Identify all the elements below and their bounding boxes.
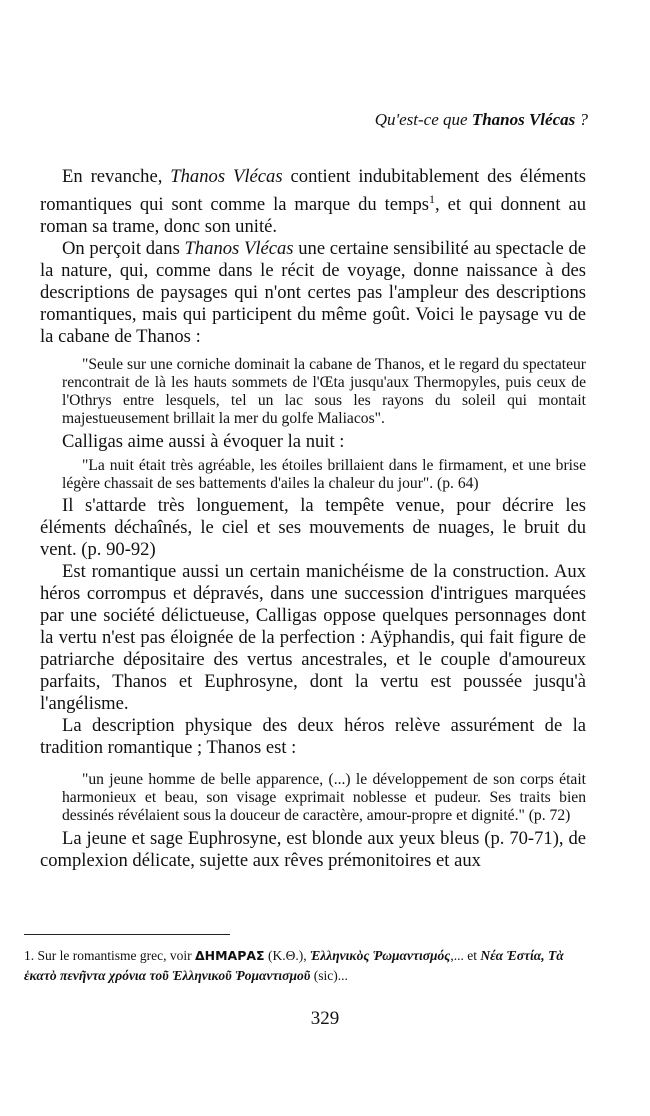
header-prefix: Qu'est-ce que xyxy=(374,110,472,129)
page-number: 329 xyxy=(310,1008,340,1029)
book-title: Thanos Vlécas xyxy=(184,238,294,260)
paragraph: La jeune et sage Euphrosyne, est blonde aux yeux bleus (p. 70-71), de complexion délicate, sujette aux rêves prémonitoires et aux xyxy=(40,828,586,872)
paragraph: La description physique des deux héros relève assurément de la tradition romantique ; Thanos est : xyxy=(40,715,586,759)
block-quote: "Seule sur une corniche dominait la cabane de Thanos, et le regard du spectateur rencontrait de là les hauts sommets de l'Œta jusqu'aux Thermopyles, puis ceux de l'Othrys entre lesquels, tel un lac sous les rayons du soleil qui montait majestueusement brillait la mer du golfe Maliacos". xyxy=(62,356,586,428)
running-header xyxy=(375,110,588,130)
paragraph: Est romantique aussi un certain manichéisme de la construction. Aux héros corrompus et dépravés, dans une succession d'intrigues marquées par une société délictueuse, Calligas oppose quelques personnages dont la vertu n'est pas éloignée de la perfection : Aÿphandis, qui fait figure de patriarche dépositaire des vertus ancestrales, et le couple d'amoureux parfaits, Thanos et Euphrosyne, dont la vertu est poussée jusqu'à l'angélisme. xyxy=(40,561,586,715)
text: , et qui donnent au roman sa trame, donc son unité. xyxy=(40,194,586,238)
paragraph xyxy=(40,238,586,348)
text: contient indubitablement des éléments romantiques qui sont comme la marque du temps xyxy=(40,166,586,216)
header-suffix: ? xyxy=(575,110,588,129)
paragraph xyxy=(40,166,586,238)
footnote-ref: 1 xyxy=(429,192,436,206)
footnote xyxy=(24,946,584,986)
work-title: Ἑλληνικὸς Ῥωμαντισμός xyxy=(309,948,451,963)
paragraph: Calligas aime aussi à évoquer la nuit : xyxy=(62,431,345,453)
block-quote: "La nuit était très agréable, les étoiles brillaient dans le firmament, et une brise légère chassait de ses battements d'ailes la chaleur du jour". (p. 64) xyxy=(62,457,586,493)
author: ΔΗΜΑΡΑΣ xyxy=(194,948,265,963)
body-text xyxy=(40,166,586,872)
book-title: Thanos Vlécas xyxy=(170,166,283,187)
text: une certaine sensibilité au spectacle de la nature, qui, comme dans le récit de voyage, donne naissance à des descriptions de paysages qui n'ont certes pas l'ampleur des descriptions romantiques, mais qui participent du même goût. Voici le paysage vu de la cabane de Thanos : xyxy=(40,238,586,348)
paragraph: Il s'attarde très longuement, la tempête venue, pour décrire les éléments déchaînés, le ciel et ses mouvements de nuages, le bruit du vent. (p. 90-92) xyxy=(40,495,586,561)
text: On perçoit dans xyxy=(62,238,185,260)
footnote-divider xyxy=(24,934,230,935)
work-title: Νέα Ἑστία, Τὰ ἑκατὸ πενῆντα χρόνια τοῦ Ἑλληνικοῦ Ῥομαντισμοῦ xyxy=(24,948,564,983)
text: ,... et xyxy=(450,948,481,963)
text: En revanche, xyxy=(62,166,171,187)
text: (sic)... xyxy=(310,968,348,983)
text: (Κ.Θ.), xyxy=(264,948,310,963)
block-quote: "un jeune homme de belle apparence, (...) le développement de son corps était harmonieux et beau, son visage exprimait noblesse et pudeur. Ses traits bien dessinés révélaient sous la douceur de caractère, amour-propre et dignité." (p. 72) xyxy=(62,771,586,825)
text: 1. Sur le romantisme grec, voir xyxy=(24,948,195,963)
header-title: Thanos Vlécas xyxy=(471,110,576,129)
